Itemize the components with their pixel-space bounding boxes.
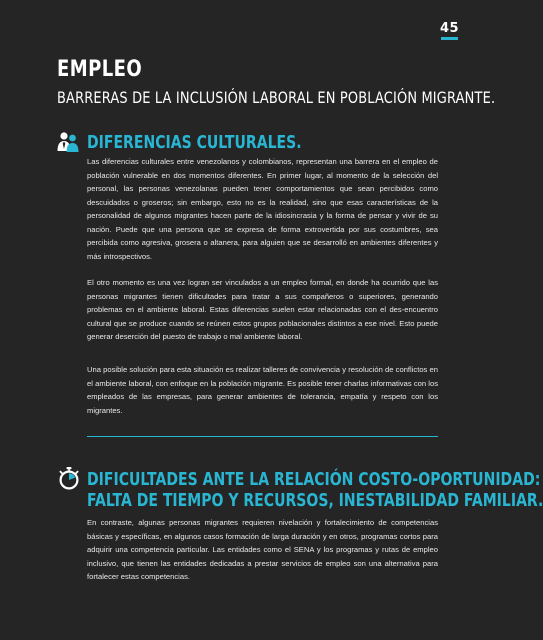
people-group-icon	[56, 130, 80, 154]
stopwatch-icon	[57, 466, 81, 490]
section-paragraph: En contraste, algunas personas migrantes requieren nivelación y fortalecimiento de competencias básicas y específicas, en algunos casos formación de larga duración y en otros, programas cortos para adquirir una competencia particular. Las entidades como el SENA y los programas y rutas de empleo inclusivo, que tienen las entidades dedicadas a prestar servicios de empleo son una alternativa para fortalecer estas competencias.	[87, 518, 438, 581]
section-paragraph: Una posible solución para esta situación es realizar talleres de convivencia y resolución de conflictos en el ambiente laboral, con enfoque en la población migrante. Es posible tener charlas informativas con los empleados de las empresas, para generar ambientes de tolerancia, empatía y respeto con los migrantes.	[87, 365, 438, 415]
section-paragraph: Las diferencias culturales entre venezolanos y colombianos, representan una barrera en el empleo de población vulnerable en dos momentos diferentes. En primer lugar, al momento de la selección del personal, las personas venezolanas pueden tener comportamientos que sean percibidos como descuidados o groseros; sin embargo, esto no es la realidad, sino que esas características de la personalidad de algunos migrantes hacen parte de la idiosincrasia y la forma de pensar y vivir de su nación. Puede que una persona que se expresa de forma extrovertida por sus costumbres, sea percibida como agresiva, grosera o altanera, para alguien que se desarrolló en ambientes diferentes y más introspectivos.	[87, 157, 438, 261]
section-paragraph: El otro momento es una vez logran ser vinculados a un empleo formal, en donde ha ocurrido que las personas migrantes tienen dificultades para tratar a sus compañeros o superiores, generando problemas en el ambiente laboral. Estas diferencias suelen estar relacionadas con el des-encuentro cultural que se produce cuando se reúnen estos grupos poblacionales distintos a ese nivel. Esto puede generar deserción del puesto de trabajo o mal ambiente laboral.	[87, 278, 438, 341]
section-divider	[87, 436, 438, 437]
section-heading-cultural-differences: DIFERENCIAS CULTURALES.	[87, 132, 302, 153]
page-number-underline	[441, 37, 458, 40]
page-subtitle: BARRERAS DE LA INCLUSIÓN LABORAL EN POBLACIÓN MIGRANTE.	[57, 88, 496, 107]
page-number: 45	[440, 21, 460, 36]
section-heading-cost-opportunity	[87, 469, 543, 511]
page-title: EMPLEO	[57, 57, 143, 82]
section-heading-line: FALTA DE TIEMPO Y RECURSOS, INESTABILIDAD FAMILIAR.	[87, 490, 543, 511]
section-heading-line: DIFICULTADES ANTE LA RELACIÓN COSTO-OPORTUNIDAD:	[87, 469, 541, 490]
